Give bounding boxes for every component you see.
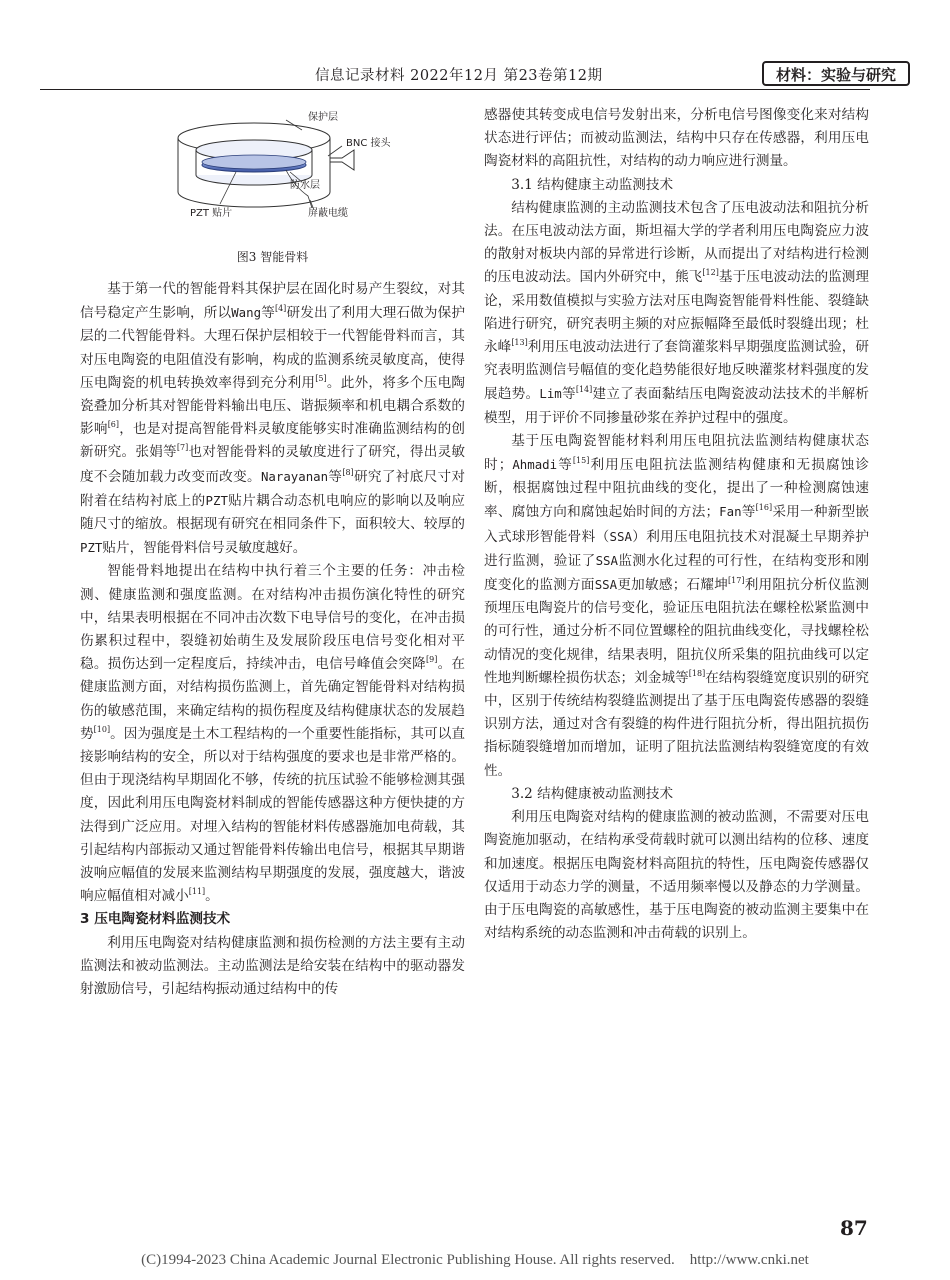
page-number: 87 — [840, 1216, 868, 1240]
paragraph: 利用压电陶瓷对结构的健康监测的被动监测，不需要对压电陶瓷施加驱动，在结构承受荷载时就可以测出结构的位移、速度和加速度。根据压电陶瓷材料高阻抗的特性，压电陶瓷传感器仅仅适用于动态力学的测量，不适用频率慢以及静态的力学测量。由于压电陶瓷的高敏感性，基于压电陶瓷的被动监测主要集中在对结构系统的动态监测和冲击荷载的识别上。 — [484, 809, 869, 942]
header-rule — [40, 89, 870, 90]
paragraph: 基于压电陶瓷智能材料利用压电阻抗法监测结构健康状态时；Ahmadi等[15]利用压电阻抗法监测结构健康和无损腐蚀诊断，根据腐蚀过程中阻抗曲线的变化，提出了一种检测腐蚀速率、腐蚀方向和腐蚀起始时间的方法；Fan等[16]采用一种新型嵌入式球形智能骨料（SSA）利用压电阻抗技术对混凝土早期养护进行监测，验证了SSA监测水化过程的可行性，在结构变形和刚度变化的监测方面SSA更加敏感；石耀坤[17]利用阻抗分析仪监测预埋压电陶瓷片的信号变化，验证压电阻抗法在螺栓松紧监测中的可行性，通过分析不同位置螺栓的阻抗曲线变化，寻找螺栓松动情况的变化规律，结果表明，阻抗仪所采集的阻抗曲线可以定性地判断螺栓损伤状态；刘金城等[18]在结构裂缝宽度识别的研究中，区别于传统结构裂缝监测提出了基于压电陶瓷传感器的裂缝识别方法，通过对含有裂缝的构件进行阻抗分析，得出阻抗损伤指标随裂缝增加而增加，证明了阻抗法监测结构裂缝宽度的有效性。 — [484, 432, 870, 779]
section-badge: 材料：实验与研究 — [762, 61, 910, 86]
page-header — [40, 56, 896, 90]
label-protect-layer: 保护层 — [308, 112, 338, 123]
journal-info: 信息记录材料 2022年12月 第23卷第12期 — [315, 68, 603, 84]
paragraph: 感器使其转变成电信号发射出来，分析电信号图像变化来对结构状态进行评估；而被动监测法，结构中只存在传感器，利用压电陶瓷材料的高阻抗性，对结构的动力响应进行测量。 — [484, 107, 869, 170]
right-column — [484, 104, 869, 945]
left-column — [80, 100, 465, 1001]
label-bnc: BNC 接头 — [346, 138, 391, 149]
label-shield-cable: 屏蔽电缆 — [308, 208, 348, 219]
copyright-footer: (C)1994-2023 China Academic Journal Electronic Publishing House. All rights reserved. http://www.cnki.net — [141, 1252, 809, 1268]
paragraph: 结构健康监测的主动监测技术包含了压电波动法和阻抗分析法。在压电波动法方面，斯坦福大学的学者利用压电陶瓷应力波的散射对板块内部的异常进行诊断，从而提出了对结构进行检测的压电波动法。国内外研究中，熊飞[12]基于压电波动法的监测理论，采用数值模拟与实验方法对压电陶瓷智能骨料性能、裂缝缺陷进行研究，研究表明主频的对应振幅降至最低时裂缝出现；杜永峰[13]利用压电波动法进行了套筒灌浆料早期强度监测试验，研究表明监测信号幅值的变化趋势能很好地反映灌浆材料强度的发展趋势。Lim等[14]建立了表面黏结压电陶瓷波动法技术的半解析模型，用于评价不同掺量砂浆在养护过程中的强度。 — [484, 199, 870, 426]
bnc-connector — [330, 150, 354, 170]
smart-aggregate-diagram — [80, 100, 465, 246]
smart-aggregate-figure — [80, 100, 465, 246]
paragraph: 基于第一代的智能骨料其保护层在固化时易产生裂纹，对其信号稳定产生影响，所以Wang等[4]研发出了利用大理石做为保护层的二代智能骨料。大理石保护层相较于一代智能骨料而言，其对压电陶瓷的电阻值没有影响，构成的监测系统灵敏度高，使得压电陶瓷的机电转换效率得到充分利用[5]。此外，将多个压电陶瓷叠加分析其对智能骨料输出电压、谐振频率和机电耦合系数的影响[6]，也是对提高智能骨料灵敏度能够实时准确监测结构的创新研究。张娟等[7]也对智能骨料的灵敏度进行了研究，得出灵敏度不会随加载力改变而改变。Narayanan等[8]研究了衬底尺寸对附着在结构衬底上的PZT贴片耦合动态机电响应的影响以及响应随尺寸的缩放。根据现有研究在相同条件下，面积较大、较厚的PZT贴片，智能骨料信号灵敏度越好。 — [80, 281, 466, 557]
label-waterproof: 防水层 — [290, 180, 320, 191]
subsection-heading: 3.2 结构健康被动监测技术 — [511, 785, 674, 802]
section-heading: 3 压电陶瓷材料监测技术 — [80, 911, 231, 928]
subsection-heading: 3.1 结构健康主动监测技术 — [511, 176, 674, 193]
label-pzt: PZT 贴片 — [190, 208, 233, 219]
paragraph: 智能骨料地提出在结构中执行着三个主要的任务：冲击检测、健康监测和强度监测。在对结构冲击损伤演化特性的研究中，结果表明根据在不同冲击次数下电导信号的变化，在冲击损伤累积过程中，裂缝初始萌生及发展阶段压电信号变化相对平稳。损伤达到一定程度后，持续冲击，电信号峰值会突降[9]。在健康监测方面，对结构损伤监测上，首先确定智能骨料对结构损伤的敏感范围，来确定结构的损伤程度及结构健康状态的发展趋势[10]。因为强度是土木工程结构的一个重要性能指标，其可以直接影响结构的安全，所以对于结构强度的要求也是非常严格的。但由于现浇结构早期固化不够，传统的抗压试验不能够检测其强度，因此利用压电陶瓷材料制成的智能传感器这种方便快捷的方法得到广泛应用。对埋入结构的智能材料传感器施加电荷载，其引起结构内部振动又通过智能骨料传输出电信号，根据其早期谐波响应幅值的发展来监测结构早期强度的发展，强度越大，谐波响应幅值相对减小[11]。 — [80, 563, 466, 905]
figure-caption: 图3 智能骨料 — [236, 250, 309, 264]
paragraph: 利用压电陶瓷对结构健康监测和损伤检测的方法主要有主动监测法和被动监测法。主动监测法是给安装在结构中的驱动器发射激励信号，引起结构振动通过结构中的传 — [80, 934, 465, 998]
